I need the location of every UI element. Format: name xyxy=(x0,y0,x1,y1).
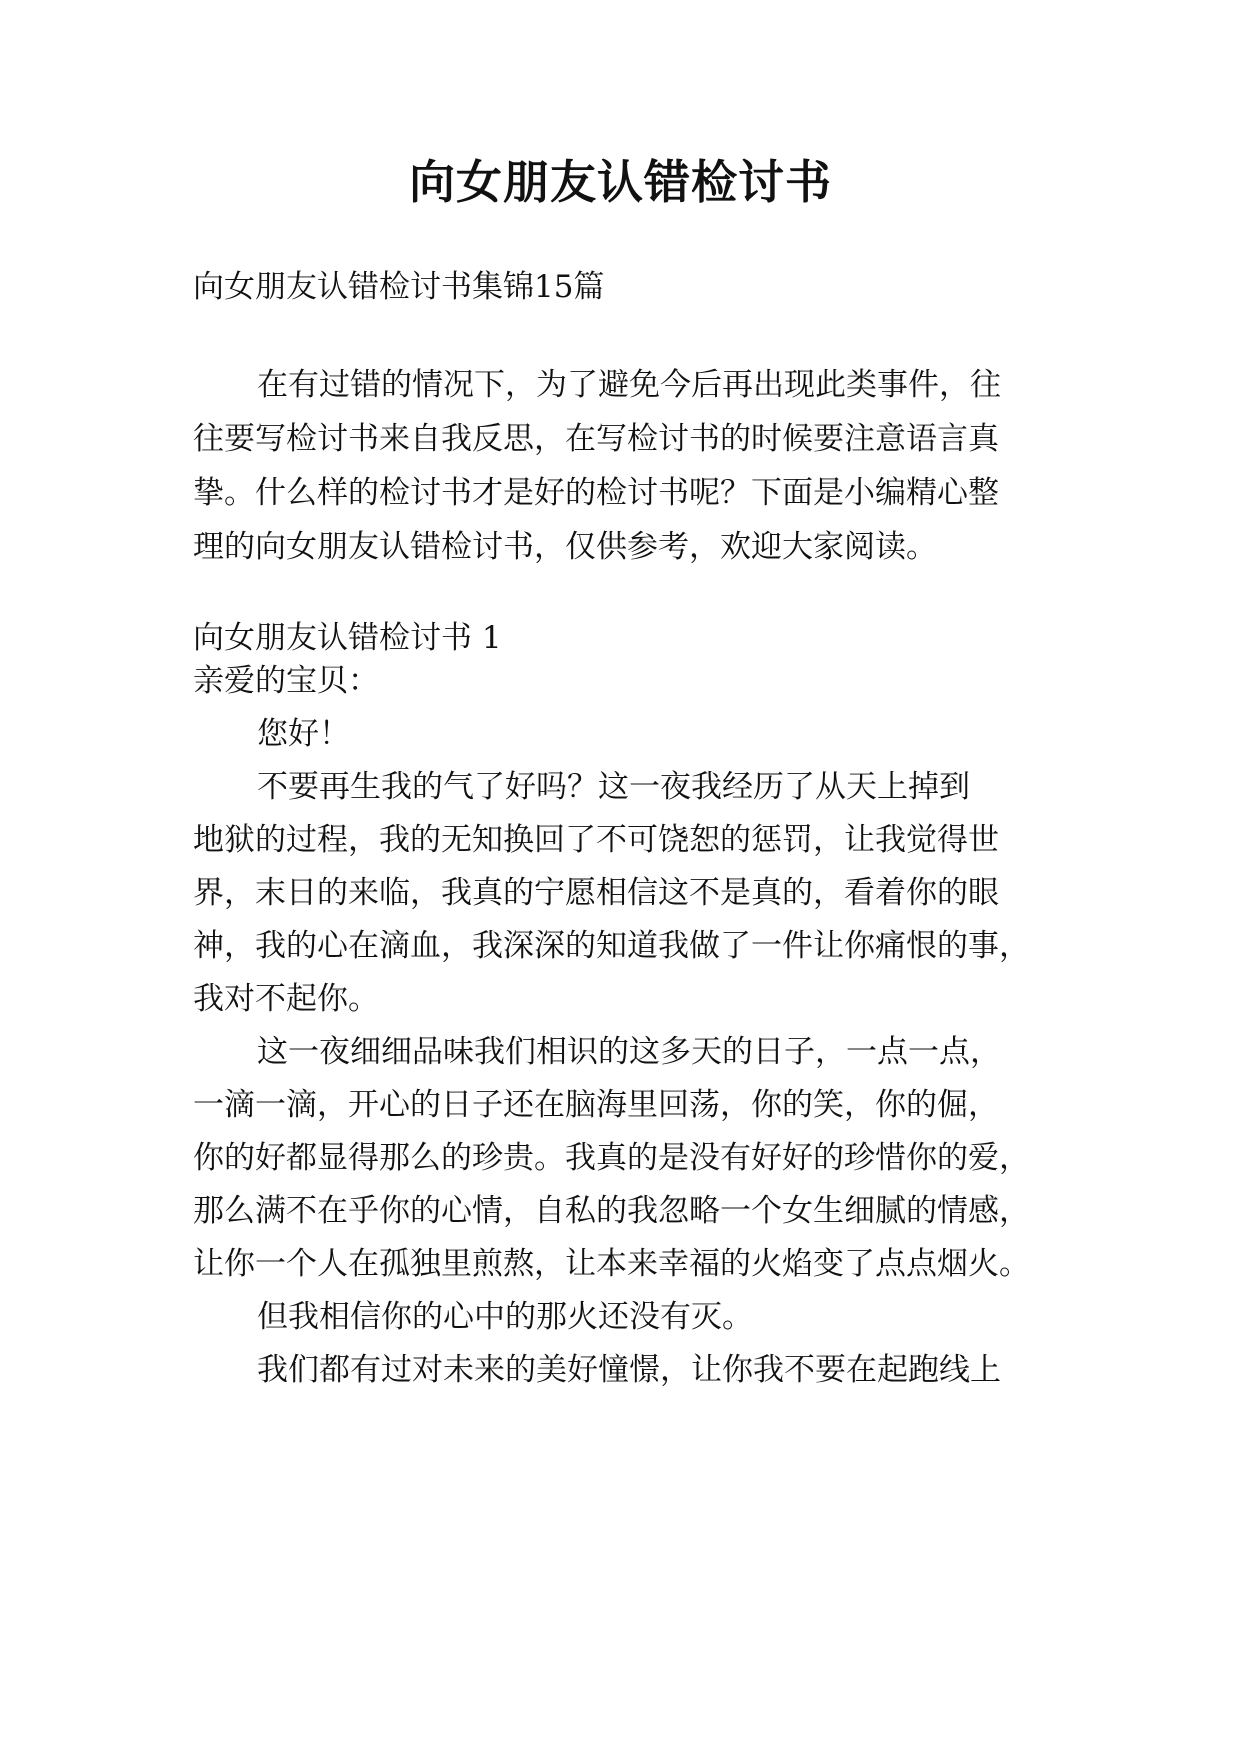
salutation: 亲爱的宝贝： xyxy=(193,663,379,699)
paragraph-line: 你的好都显得那么的珍贵。我真的是没有好好的珍惜你的爱， xyxy=(193,1140,1030,1176)
document-title: 向女朋友认错检讨书 xyxy=(409,155,832,209)
paragraph-line: 一滴一滴，开心的日子还在脑海里回荡，你的笑，你的倔， xyxy=(193,1087,999,1123)
paragraph-line: 地狱的过程，我的无知换回了不可饶恕的惩罚，让我觉得世 xyxy=(193,822,999,858)
paragraph-line: 这一夜细细品味我们相识的这多天的日子，一点一点， xyxy=(257,1034,1001,1070)
paragraph-line: 不要再生我的气了好吗？这一夜我经历了从天上掉到 xyxy=(257,769,970,805)
paragraph-line: 界，末日的来临，我真的宁愿相信这不是真的，看着你的眼 xyxy=(193,875,999,911)
greeting: 您好！ xyxy=(257,716,350,752)
paragraph-line: 但我相信你的心中的那火还没有灭。 xyxy=(257,1299,753,1335)
paragraph-line: 那么满不在乎你的心情，自私的我忽略一个女生细腻的情感， xyxy=(193,1193,1030,1229)
paragraph-line: 我对不起你。 xyxy=(193,981,379,1017)
intro-line: 挚。什么样的检讨书才是好的检讨书呢？下面是小编精心整 xyxy=(193,475,999,511)
paragraph-line: 让你一个人在孤独里煎熬，让本来幸福的火焰变了点点烟火。 xyxy=(193,1246,1030,1282)
intro-line: 在有过错的情况下，为了避免今后再出现此类事件，往 xyxy=(257,367,1001,403)
paragraph-line: 我们都有过对未来的美好憧憬，让你我不要在起跑线上 xyxy=(257,1352,1001,1388)
paragraph-line: 神，我的心在滴血，我深深的知道我做了一件让你痛恨的事， xyxy=(193,928,1030,964)
intro-line: 理的向女朋友认错检讨书，仅供参考，欢迎大家阅读。 xyxy=(193,529,937,565)
intro-line: 往要写检讨书来自我反思，在写检讨书的时候要注意语言真 xyxy=(193,421,999,457)
document-subtitle: 向女朋友认错检讨书集锦15篇 xyxy=(193,269,605,305)
section-heading: 向女朋友认错检讨书 1 xyxy=(193,620,502,656)
